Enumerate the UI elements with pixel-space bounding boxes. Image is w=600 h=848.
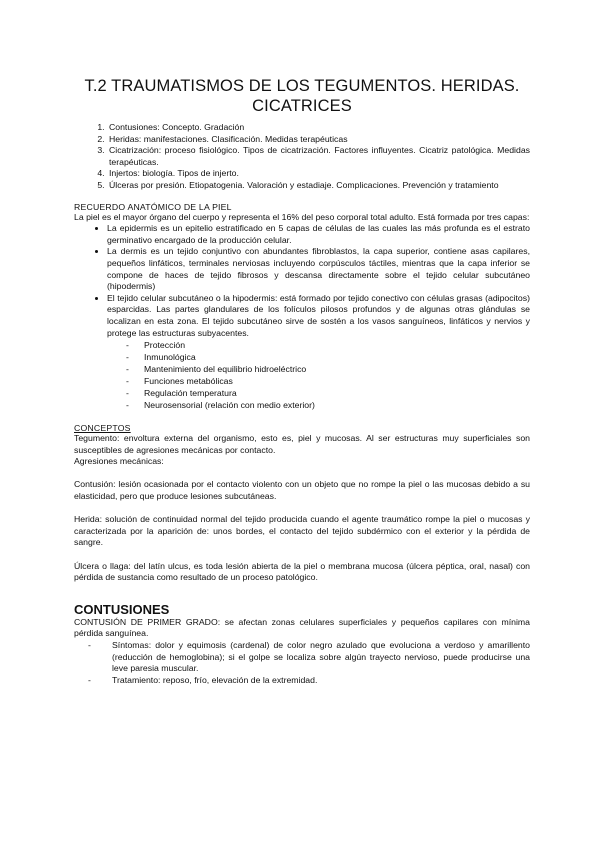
conceptos-heading: CONCEPTOS — [74, 423, 131, 434]
primer-grado-paragraph: CONTUSIÓN DE PRIMER GRADO: se afectan zonas celulares superficiales y pequeños capilares con mínima pérdida sanguínea. — [74, 616, 530, 639]
document-page — [74, 76, 530, 686]
topic-list — [74, 122, 530, 192]
topic-item: 1. Contusiones: Concepto. Gradación — [107, 122, 530, 134]
skin-layer-item: • El tejido celular subcutáneo o la hipodermis: está formado por tejido conectivo con células grasas (adipocitos) esparcidas. Las partes glandulares de los folículos pilosos profundos y de algunas otras glándulas se localizan en esta zona. El tejido subcutáneo sirve de sostén a los vasos sanguíneos, linfáticos y nervios y protege las estructuras subyacentes. — [107, 293, 530, 339]
page-title: T.2 TRAUMATISMOS DE LOS TEGUMENTOS. HERIDAS. CICATRICES — [84, 77, 520, 115]
topic-item: 5. Úlceras por presión. Etiopatogenia. Valoración y estadiaje. Complicaciones. Prevención y tratamiento — [107, 180, 530, 192]
topic-item: 3. Cicatrización: proceso fisiológico. Tipos de cicatrización. Factores influyentes. Cicatriz patológica. Medidas terapéuticas. — [107, 145, 530, 168]
skin-functions-list — [74, 339, 530, 411]
function-item: - Mantenimiento del equilibrio hidroeléctrico — [144, 363, 530, 375]
contusion-items-list — [74, 640, 530, 686]
function-item: - Funciones metabólicas — [144, 375, 530, 387]
skin-layer-item: • La epidermis es un epitelio estratificado en 5 capas de células de las cuales las más profunda es el estrato germinativo encargado de la producción celular. — [107, 223, 530, 246]
contusion-paragraph: Contusión: lesión ocasionada por el contacto violento con un objeto que no rompe la piel o las mucosas debido a su elasticidad, pero que produce lesiones subcutáneas. — [74, 479, 530, 502]
tegumento-paragraph: Tegumento: envoltura externa del organismo, esto es, piel y mucosas. Al ser estructuras muy superficiales son susceptibles de agresiones mecánicas por contacto. — [74, 433, 530, 455]
function-item: - Neurosensorial (relación con medio exterior) — [144, 399, 530, 411]
topic-item: 4. Injertos: biología. Tipos de injerto. — [107, 168, 530, 180]
contusion-item: - Síntomas: dolor y equimosis (cardenal) de color negro azulado que evoluciona a verdoso y amarillento (reducción de hemoglobina); si el golpe se localiza sobre algún trayecto nervioso, puede producirse una leve paresia muscular. — [112, 640, 530, 675]
recuerdo-intro: La piel es el mayor órgano del cuerpo y representa el 16% del peso corporal total adulto. Está formada por tres capas: — [74, 211, 530, 222]
contusion-item: - Tratamiento: reposo, frío, elevación de la extremidad. — [112, 675, 530, 687]
function-item: - Protección — [144, 339, 530, 351]
skin-layers-list — [74, 223, 530, 339]
function-item: - Inmunológica — [144, 351, 530, 363]
agresiones-paragraph: Agresiones mecánicas: — [74, 456, 164, 467]
herida-paragraph: Herida: solución de continuidad normal del tejido producida cuando el agente traumático rompe la piel o mucosas y caracterizada por la aparición de: unos bordes, el contacto del tejido subdérmico con el exterior y la pérdida de sangre. — [74, 514, 530, 548]
recuerdo-heading: RECUERDO ANATÓMICO DE LA PIEL — [74, 201, 232, 212]
contusiones-heading: CONTUSIONES — [74, 601, 170, 617]
topic-item: 2. Heridas: manifestaciones. Clasificación. Medidas terapéuticas — [107, 134, 530, 146]
skin-layer-item: • La dermis es un tejido conjuntivo con abundantes fibroblastos, la capa superior, contiene asas capilares, pequeños linfáticos, terminales nerviosas incluyendo corpúsculos táctiles, mientras que la capa inferior se compone de haces de tejido fibrosos y descansa directamente sobre el tejido celular subcutáneo (hipodermis) — [107, 246, 530, 292]
ulcera-paragraph: Úlcera o llaga: del latín ulcus, es toda lesión abierta de la piel o membrana mucosa (úlcera péptica, oral, nasal) con pérdida de sustancia como resultado de un proceso patológico. — [74, 560, 530, 583]
function-item: - Regulación temperatura — [144, 387, 530, 399]
